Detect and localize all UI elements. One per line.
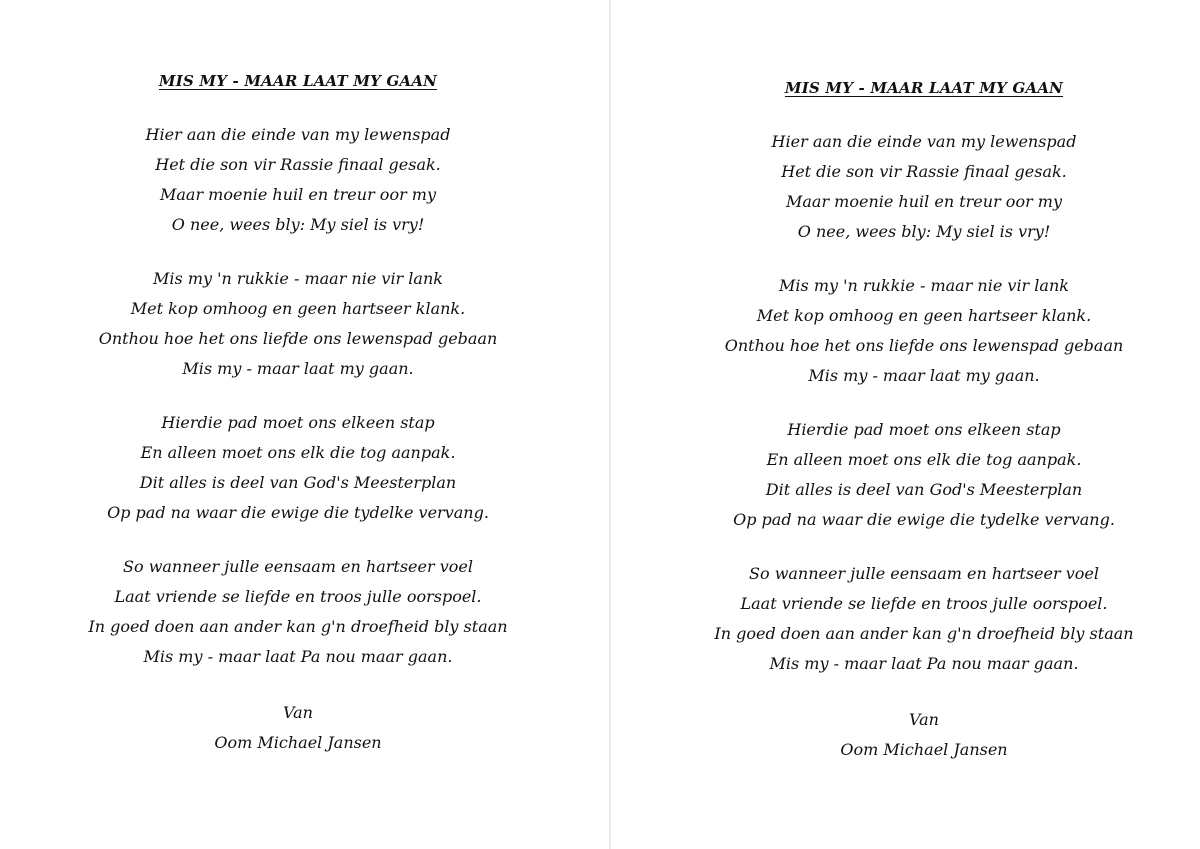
poem-line: Laat vriende se liefde en troos julle oorspoel. — [740, 594, 1108, 613]
poem-line: Onthou hoe het ons liefde ons lewenspad gebaan — [724, 336, 1124, 355]
poem-line: O nee, wees bly: My siel is vry! — [797, 222, 1051, 241]
poem-line: Mis my - maar laat Pa nou maar gaan. — [769, 654, 1079, 673]
poem-line: Op pad na waar die ewige die tydelke vervang. — [107, 503, 489, 522]
page-fold-divider — [609, 0, 611, 849]
poem-title: MIS MY - MAAR LAAT MY GAAN — [158, 72, 438, 90]
from-label: Van — [909, 710, 939, 729]
stanza-3 — [80, 408, 516, 528]
poem-line: Mis my 'n rukkie - maar nie vir lank — [153, 269, 443, 288]
poem-line: Onthou hoe het ons liefde ons lewenspad gebaan — [98, 329, 498, 348]
poem-title: MIS MY - MAAR LAAT MY GAAN — [784, 79, 1064, 97]
poem-line: Hier aan die einde van my lewenspad — [771, 132, 1077, 151]
from-label: Van — [283, 703, 313, 722]
poem-line: In goed doen aan ander kan g'n droefheid bly staan — [714, 624, 1134, 643]
poem-line: Mis my - maar laat Pa nou maar gaan. — [143, 647, 453, 666]
poem-line: Hierdie pad moet ons elkeen stap — [161, 413, 435, 432]
stanza-4 — [80, 552, 516, 672]
stanza-4 — [706, 559, 1142, 679]
poem-line: Maar moenie huil en treur oor my — [785, 192, 1063, 211]
poem-line: Hier aan die einde van my lewenspad — [145, 125, 451, 144]
stanza-2 — [80, 264, 516, 384]
poem-line: So wanneer julle eensaam en hartseer voel — [123, 557, 473, 576]
poem-line: Mis my - maar laat my gaan. — [182, 359, 414, 378]
author-name: Oom Michael Jansen — [214, 733, 382, 752]
poem-line: Mis my 'n rukkie - maar nie vir lank — [779, 276, 1069, 295]
poem-line: O nee, wees bly: My siel is vry! — [171, 215, 425, 234]
stanza-1 — [80, 120, 516, 240]
left-page — [80, 66, 516, 758]
poem-line: Het die son vir Rassie finaal gesak. — [155, 155, 441, 174]
stanza-1 — [706, 127, 1142, 247]
poem-line: Dit alles is deel van God's Meesterplan — [765, 480, 1083, 499]
author-name: Oom Michael Jansen — [840, 740, 1008, 759]
stanza-3 — [706, 415, 1142, 535]
signature-block — [80, 698, 516, 758]
poem-line: So wanneer julle eensaam en hartseer voel — [749, 564, 1099, 583]
poem-line: Hierdie pad moet ons elkeen stap — [787, 420, 1061, 439]
stanza-2 — [706, 271, 1142, 391]
poem-line: In goed doen aan ander kan g'n droefheid bly staan — [88, 617, 508, 636]
poem-line: Mis my - maar laat my gaan. — [808, 366, 1040, 385]
poem-line: Dit alles is deel van God's Meesterplan — [139, 473, 457, 492]
poem-line: En alleen moet ons elk die tog aanpak. — [140, 443, 456, 462]
poem-line: Laat vriende se liefde en troos julle oorspoel. — [114, 587, 482, 606]
poem-line: Het die son vir Rassie finaal gesak. — [781, 162, 1067, 181]
signature-block — [706, 705, 1142, 765]
poem-line: En alleen moet ons elk die tog aanpak. — [766, 450, 1082, 469]
poem-line: Op pad na waar die ewige die tydelke vervang. — [733, 510, 1115, 529]
poem-line: Met kop omhoog en geen hartseer klank. — [756, 306, 1092, 325]
right-page — [706, 73, 1142, 765]
poem-line: Met kop omhoog en geen hartseer klank. — [130, 299, 466, 318]
poem-line: Maar moenie huil en treur oor my — [159, 185, 437, 204]
